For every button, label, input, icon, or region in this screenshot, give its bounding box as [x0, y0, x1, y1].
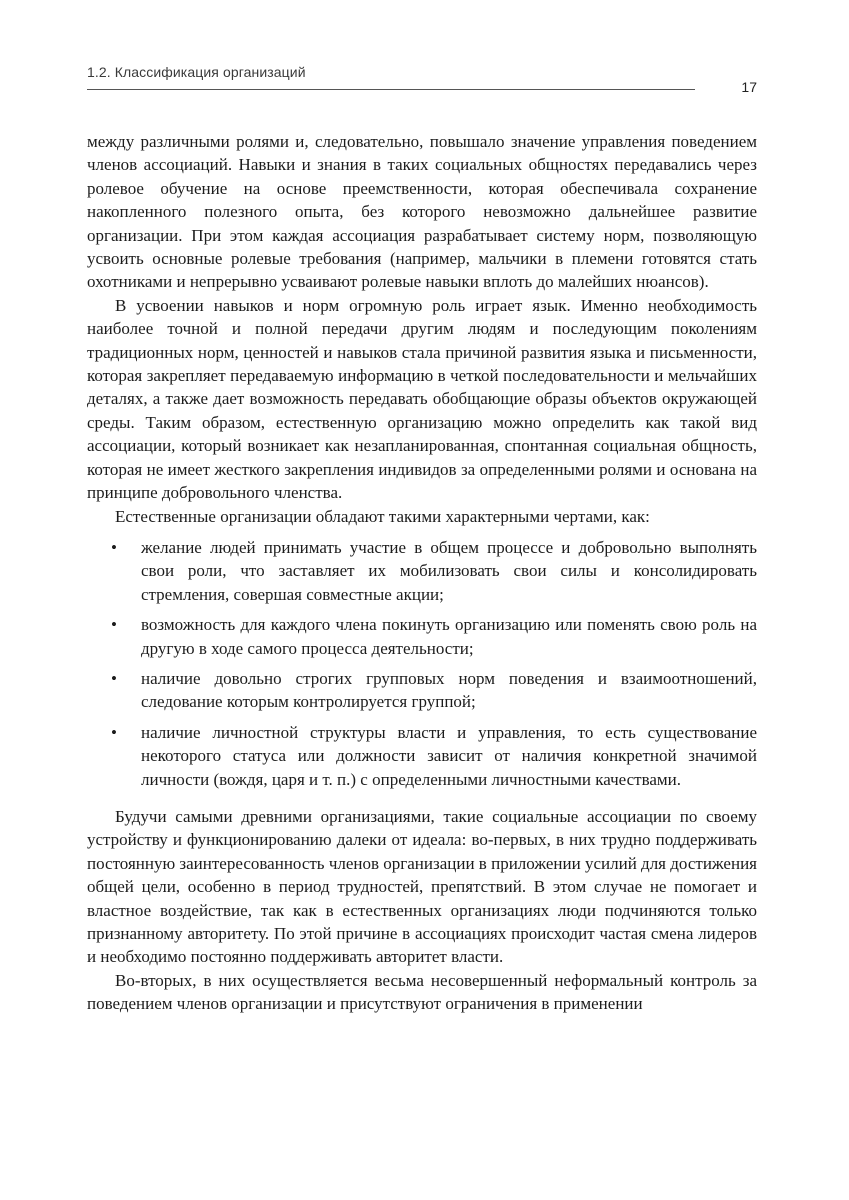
running-header-title: 1.2. Классификация организаций — [87, 64, 306, 80]
bullet-icon: • — [111, 722, 117, 742]
paragraph: между различными ролями и, следовательно, повышало значение управления поведением членов ассоциаций. Навыки и знания в таких социальных общностях передавались через ролевое обучение на основе преемственности, которая обеспечивала сохранение накопленного полезного опыта, без которого невозможно дальнейшее развитие организации. При этом каждая ассоциация разрабатывает систему норм, позволяющую усвоить основные ролевые требования (например, мальчики в племени готовятся стать охотниками и непрерывно усваивают ролевые навыки вплоть до малейших нюансов). — [87, 132, 757, 292]
list-item-text: наличие довольно строгих групповых норм поведения и взаимоотношений, следование которым контролируется группой; — [141, 668, 757, 712]
bullet-icon: • — [111, 537, 117, 557]
list-item-text: возможность для каждого члена покинуть организацию или поменять свою роль на другую в ходе самого процесса деятельности; — [141, 615, 757, 658]
list-item — [87, 536, 757, 606]
bullet-icon: • — [111, 668, 117, 688]
paragraph: Естественные организации обладают такими характерными чертами, как: — [115, 506, 650, 526]
body-text — [87, 130, 757, 1016]
paragraph: В усвоении навыков и норм огромную роль играет язык. Именно необходимость наиболее точной и полной передачи другим людям и последующим поколениям традиционных норм, ценностей и навыков стала причиной развития языка и письменности, которая закрепляет передаваемую информацию в четкой последовательности и мельчайших деталях, а также дает возможность передавать обобщающие образы объектов окружающей среды. Таким образом, естественную организацию можно определить как такой вид ассоциации, который возникает как незапланированная, спонтанная социальная общность, которая не имеет жесткого закрепления индивидов за определенными ролями и основана на принципе добровольного членства. — [87, 295, 757, 503]
features-list — [87, 536, 757, 791]
list-item — [87, 667, 757, 714]
bullet-icon: • — [111, 615, 117, 635]
list-item-text: наличие личностной структуры власти и управления, то есть существование некоторого статуса или должности зависит от наличия конкретной значимой личности (вождя, царя и т. п.) с определенными личностными качествами. — [141, 722, 757, 789]
page-header — [87, 64, 757, 104]
page-number: 17 — [741, 79, 757, 95]
list-item — [87, 613, 757, 660]
list-item — [87, 721, 757, 791]
list-item-text: желание людей принимать участие в общем процессе и добровольно выполнять свои роли, что заставляет их мобилизовать свои силы и консолидировать стремления, совершая совместные акции; — [141, 537, 757, 604]
header-divider — [87, 89, 695, 90]
paragraph: Будучи самыми древними организациями, такие социальные ассоциации по своему устройству и функционированию далеки от идеала: во-первых, в них трудно поддерживать постоянную заинтересованность членов организации в приложении усилий для достижения общей цели, особенно в период трудностей, препятствий. В этом случае не помогает и властное воздействие, так как в естественных организациях люди подчиняются только признанному авторитету. По этой причине в ассоциациях происходит частая смена лидеров и необходимо постоянно поддерживать авторитет власти. — [87, 806, 757, 967]
paragraph: Во-вторых, в них осуществляется весьма несовершенный неформальный контроль за поведением членов организации и присутствуют ограничения в применении — [87, 970, 757, 1014]
